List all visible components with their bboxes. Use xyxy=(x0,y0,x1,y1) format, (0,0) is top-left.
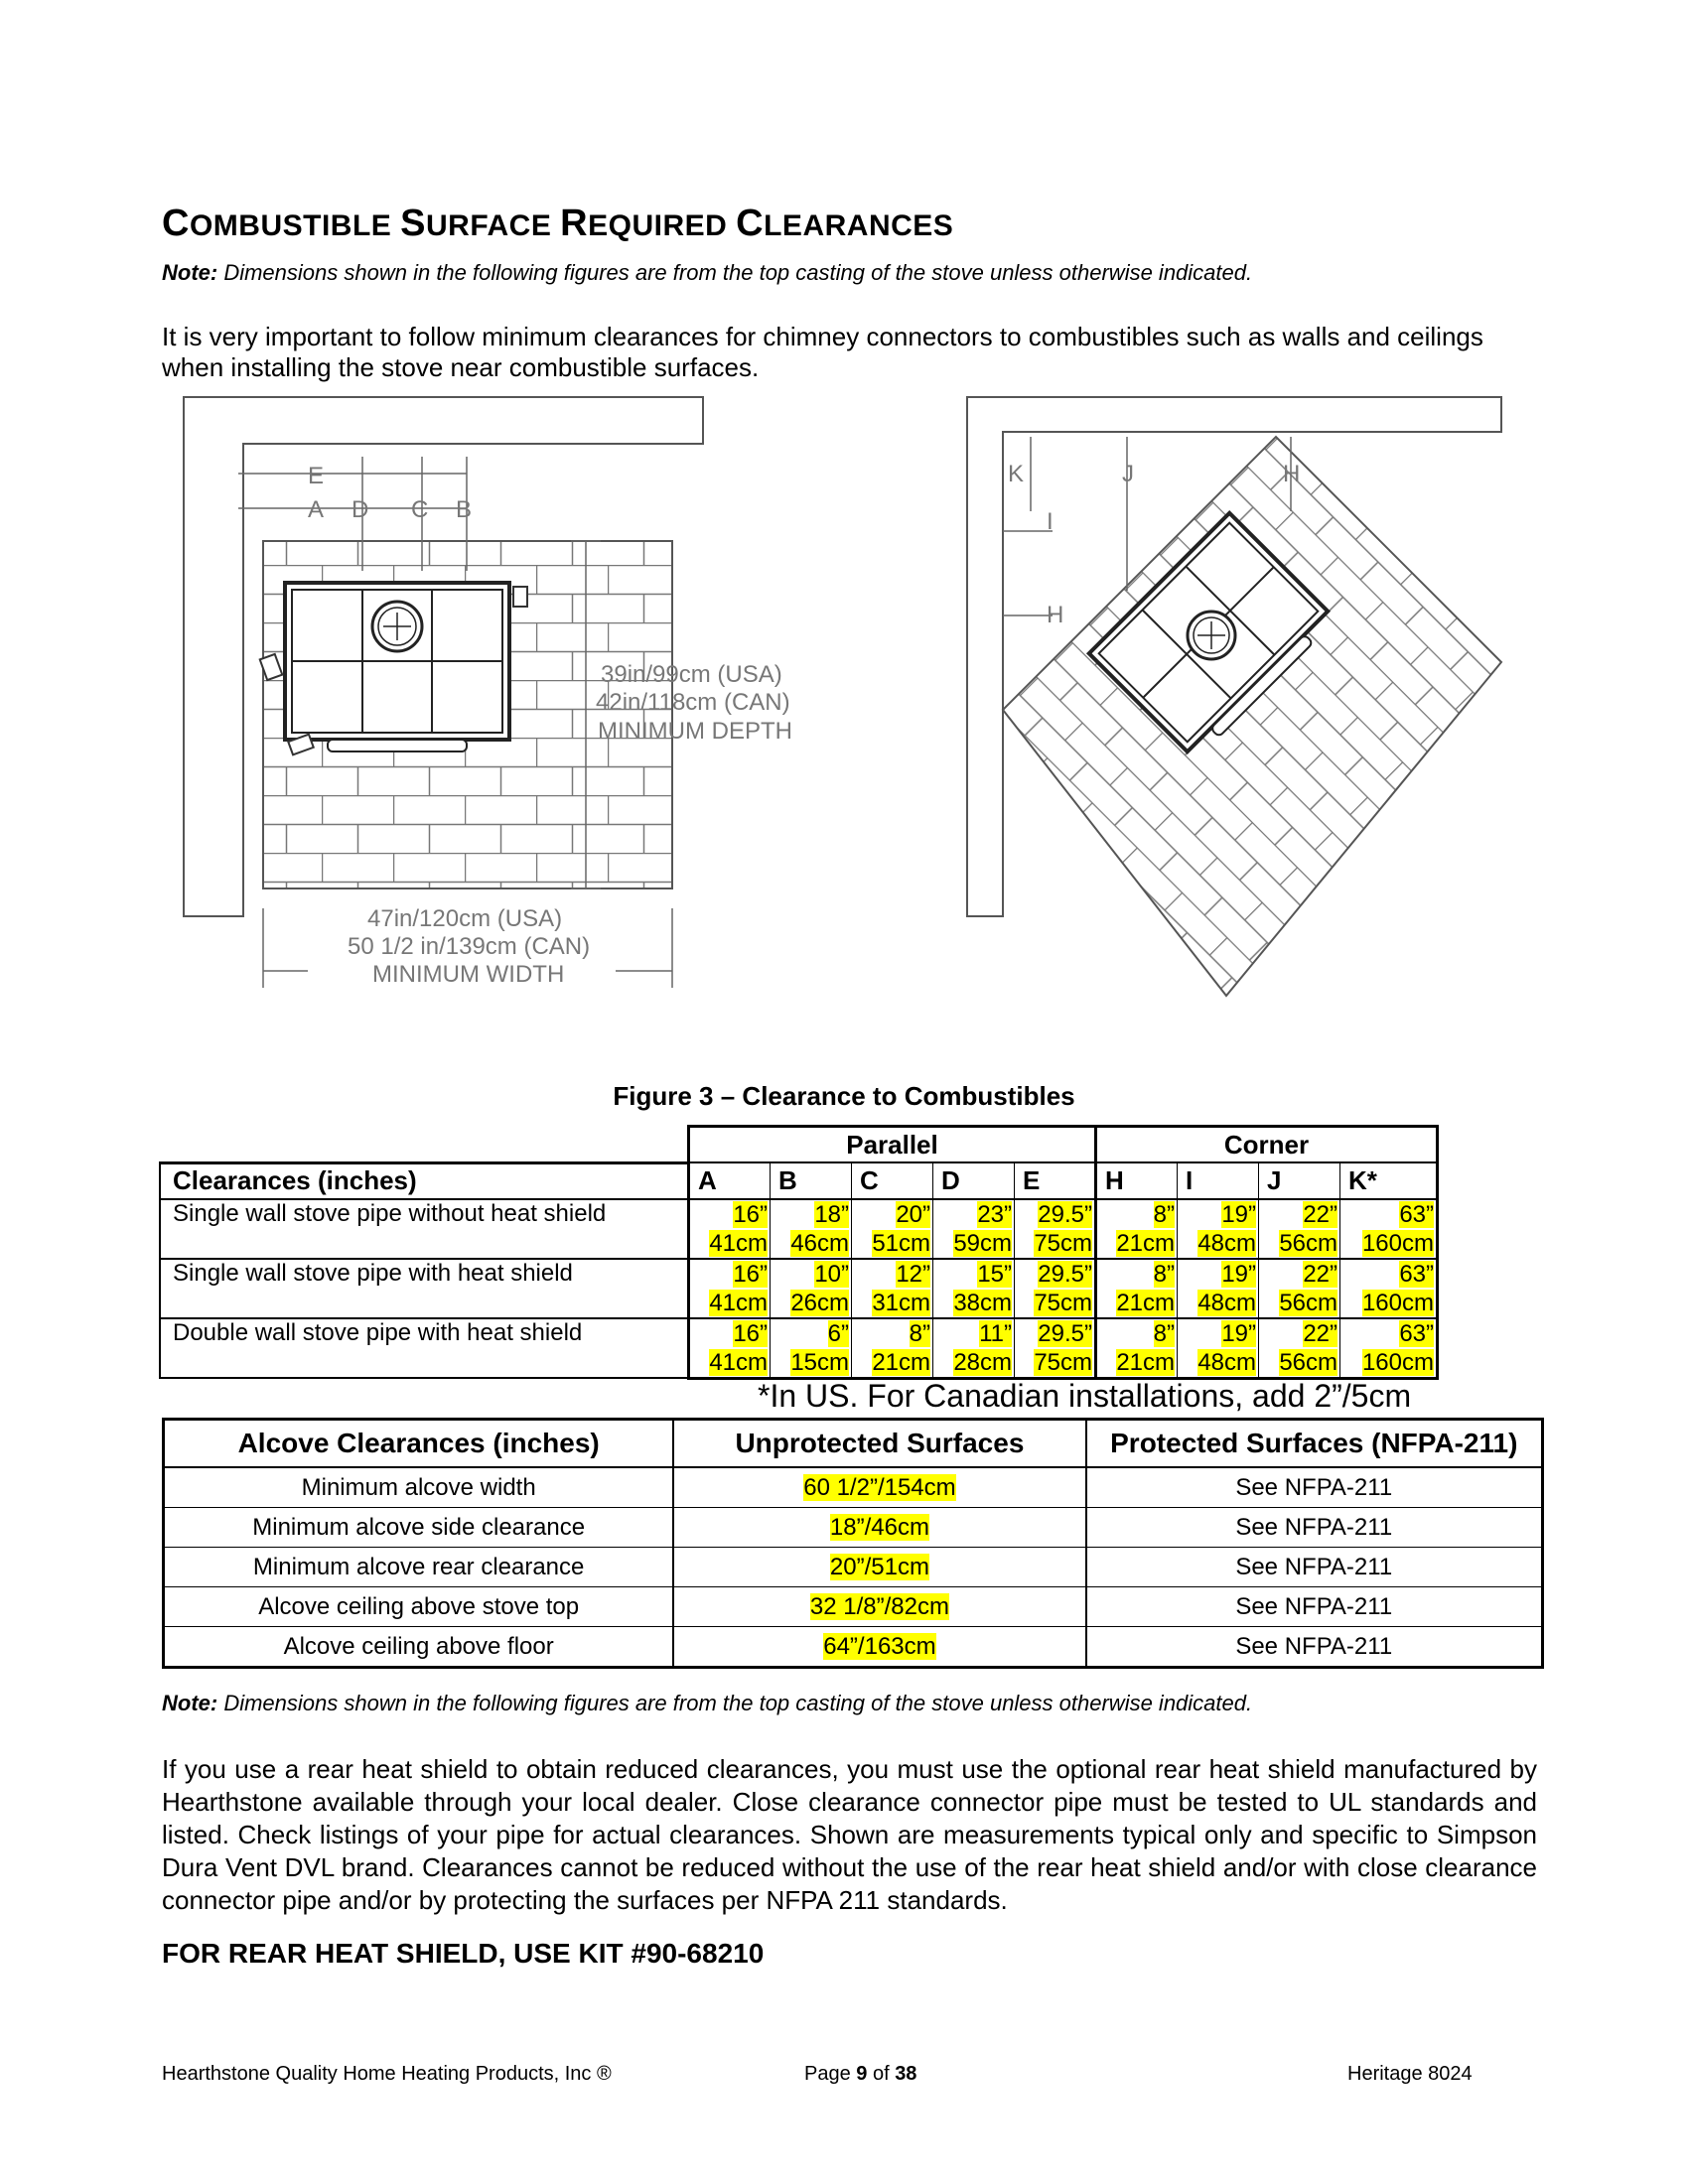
clearance-value-inches: 6” xyxy=(827,1319,849,1347)
clearance-value-inches: 19” xyxy=(1221,1260,1256,1288)
clearance-value-cm: 160cm xyxy=(1361,1348,1434,1376)
alcove-protected-value-cell xyxy=(1086,1587,1543,1627)
clearance-row xyxy=(160,1199,1438,1259)
clearance-cell xyxy=(1340,1259,1438,1318)
clearance-cell xyxy=(1259,1259,1340,1318)
dim-letter-h-top: H xyxy=(1283,461,1301,487)
clearance-value-cm: 21cm xyxy=(1116,1229,1175,1257)
clearance-value-cm: 48cm xyxy=(1197,1289,1256,1316)
clearance-value-inches: 20” xyxy=(896,1200,930,1228)
clearance-cell xyxy=(1259,1199,1340,1259)
alcove-protected-value: See NFPA-211 xyxy=(1235,1592,1393,1620)
alcove-unprotected-value-cell xyxy=(673,1627,1085,1668)
clearance-cell xyxy=(933,1259,1015,1318)
clearance-value-cm: 21cm xyxy=(872,1348,930,1376)
clearance-cell xyxy=(1015,1318,1096,1379)
clearance-value-inches: 22” xyxy=(1303,1260,1337,1288)
dim-letter-i: I xyxy=(1047,508,1054,535)
clearance-value-inches: 8” xyxy=(1153,1200,1175,1228)
clearance-cell xyxy=(1015,1259,1096,1318)
clearance-value-cm: 56cm xyxy=(1279,1229,1337,1257)
dim-letter-c: C xyxy=(411,496,429,523)
alcove-row xyxy=(164,1467,1543,1508)
clearance-table xyxy=(159,1125,1439,1380)
width-can: 50 1/2 in/139cm (CAN) xyxy=(348,933,591,960)
kit-notice: FOR REAR HEAT SHIELD, USE KIT #90-68210 xyxy=(162,1938,765,1969)
width-label: MINIMUM WIDTH xyxy=(372,961,565,988)
clearance-value-cm: 48cm xyxy=(1197,1348,1256,1376)
clearance-value-inches: 8” xyxy=(1153,1260,1175,1288)
clearance-value-cm: 56cm xyxy=(1279,1348,1337,1376)
footer-company: Hearthstone Quality Home Heating Products, Inc ® xyxy=(162,2063,612,2085)
alcove-unprotected-value: 20”/51cm xyxy=(829,1553,929,1580)
dim-letter-j: J xyxy=(1122,461,1134,487)
clearance-value-cm: 15cm xyxy=(790,1348,849,1376)
alcove-header-unprotected: Unprotected Surfaces xyxy=(673,1420,1085,1468)
alcove-unprotected-value-cell xyxy=(673,1508,1085,1548)
clearance-cell xyxy=(771,1199,852,1259)
clearance-value-inches: 29.5” xyxy=(1038,1260,1092,1288)
col-j: J xyxy=(1259,1162,1340,1199)
clearance-value-cm: 160cm xyxy=(1361,1229,1434,1257)
dim-letter-e: E xyxy=(308,463,325,489)
clearance-value-inches: 18” xyxy=(814,1200,849,1228)
clearance-cell xyxy=(852,1318,933,1379)
clearance-value-cm: 41cm xyxy=(709,1229,768,1257)
alcove-item-label-cell xyxy=(164,1627,674,1668)
clearance-value-cm: 75cm xyxy=(1034,1348,1092,1376)
clearance-cell xyxy=(1178,1259,1259,1318)
clearance-cell xyxy=(1015,1199,1096,1259)
col-h: H xyxy=(1096,1162,1178,1199)
alcove-protected-value: See NFPA-211 xyxy=(1235,1553,1393,1580)
clearance-value-cm: 48cm xyxy=(1197,1229,1256,1257)
clearance-value-inches: 63” xyxy=(1399,1260,1434,1288)
figure-caption: Figure 3 – Clearance to Combustibles xyxy=(613,1081,1075,1111)
col-a: A xyxy=(689,1162,771,1199)
header-clearances: Clearances (inches) xyxy=(160,1162,689,1199)
heat-shield-paragraph: If you use a rear heat shield to obtain reduced clearances, you must use the optional rear heat shield manufactured by Hearthstone available through your local dealer. Close clearance connector pipe must be tested to UL standards and listed. Check listings of your pipe for actual clearances. Shown are measurements typical only and specific to Simpson Dura Vent DVL brand. Clearances cannot be reduced without the use of the rear heat shield and/or with close clearance connector pipe and/or by protecting the surfaces per NFPA 211 standards. xyxy=(162,1754,1537,1915)
clearance-value-inches: 16” xyxy=(733,1319,768,1347)
alcove-item-label: Alcove ceiling above stove top xyxy=(258,1592,580,1620)
alcove-item-label: Alcove ceiling above floor xyxy=(283,1632,554,1660)
clearance-value-inches: 63” xyxy=(1399,1319,1434,1347)
clearance-value-inches: 29.5” xyxy=(1038,1319,1092,1347)
clearance-cell xyxy=(1259,1318,1340,1379)
alcove-item-label: Minimum alcove width xyxy=(301,1473,536,1501)
clearance-cell xyxy=(1178,1199,1259,1259)
clearance-cell xyxy=(852,1199,933,1259)
clearance-cell xyxy=(1096,1259,1178,1318)
clearance-value-cm: 28cm xyxy=(953,1348,1012,1376)
alcove-unprotected-value: 60 1/2”/154cm xyxy=(803,1473,956,1501)
clearance-value-inches: 16” xyxy=(733,1260,768,1288)
canada-note: *In US. For Canadian installations, add 2”/5cm xyxy=(758,1378,1412,1414)
alcove-item-label-cell xyxy=(164,1587,674,1627)
clearance-value-cm: 75cm xyxy=(1034,1289,1092,1316)
clearance-cell xyxy=(1340,1199,1438,1259)
col-d: D xyxy=(933,1162,1015,1199)
dim-letter-h-side: H xyxy=(1047,602,1064,628)
clearance-value-cm: 31cm xyxy=(872,1289,930,1316)
clearance-value-inches: 22” xyxy=(1303,1319,1337,1347)
group-parallel: Parallel xyxy=(689,1127,1096,1163)
clearance-value-inches: 19” xyxy=(1221,1319,1256,1347)
dim-letter-k: K xyxy=(1008,461,1025,487)
alcove-item-label: Minimum alcove rear clearance xyxy=(252,1553,585,1580)
footer-model: Heritage 8024 xyxy=(1347,2063,1473,2085)
alcove-protected-value-cell xyxy=(1086,1467,1543,1508)
clearance-cell xyxy=(1096,1318,1178,1379)
footer-page: Page 9 of 38 xyxy=(804,2063,917,2085)
clearance-value-cm: 26cm xyxy=(790,1289,849,1316)
col-k: K* xyxy=(1340,1162,1438,1199)
clearance-value-cm: 38cm xyxy=(953,1289,1012,1316)
clearance-value-cm: 41cm xyxy=(709,1348,768,1376)
width-usa: 47in/120cm (USA) xyxy=(367,905,563,932)
depth-usa: 39in/99cm (USA) xyxy=(601,661,782,688)
alcove-unprotected-value-cell xyxy=(673,1587,1085,1627)
clearance-cell xyxy=(771,1259,852,1318)
alcove-protected-value: See NFPA-211 xyxy=(1235,1473,1393,1501)
alcove-unprotected-value-cell xyxy=(673,1467,1085,1508)
clearance-row xyxy=(160,1318,1438,1379)
col-i: I xyxy=(1178,1162,1259,1199)
depth-can: 42in/118cm (CAN) xyxy=(596,689,790,716)
alcove-row xyxy=(164,1508,1543,1548)
clearance-cell xyxy=(933,1318,1015,1379)
dim-letter-b: B xyxy=(456,496,473,523)
col-e: E xyxy=(1015,1162,1096,1199)
alcove-item-label-cell xyxy=(164,1548,674,1587)
clearance-cell xyxy=(933,1199,1015,1259)
parallel-installation-diagram xyxy=(179,392,953,998)
depth-label: MINIMUM DEPTH xyxy=(598,718,792,745)
clearance-row-label: Double wall stove pipe with heat shield xyxy=(160,1318,689,1379)
clearance-cell xyxy=(1340,1318,1438,1379)
clearance-value-inches: 63” xyxy=(1399,1200,1434,1228)
clearance-cell xyxy=(689,1199,771,1259)
col-c: C xyxy=(852,1162,933,1199)
alcove-table xyxy=(162,1418,1544,1669)
clearance-value-cm: 75cm xyxy=(1034,1229,1092,1257)
clearance-value-inches: 12” xyxy=(896,1260,930,1288)
alcove-protected-value: See NFPA-211 xyxy=(1235,1632,1393,1660)
clearance-value-inches: 16” xyxy=(733,1200,768,1228)
clearance-value-inches: 8” xyxy=(909,1319,930,1347)
clearance-cell xyxy=(1096,1199,1178,1259)
clearance-value-inches: 8” xyxy=(1153,1319,1175,1347)
alcove-protected-value-cell xyxy=(1086,1548,1543,1587)
alcove-row xyxy=(164,1627,1543,1668)
note-top: Note: Dimensions shown in the following figures are from the top casting of the stove unless otherwise indicated. xyxy=(162,260,1253,285)
clearance-value-cm: 56cm xyxy=(1279,1289,1337,1316)
alcove-protected-value-cell xyxy=(1086,1508,1543,1548)
dim-letter-d: D xyxy=(352,496,369,523)
alcove-header-clearances: Alcove Clearances (inches) xyxy=(164,1420,674,1468)
corner-installation-diagram xyxy=(963,392,1509,1008)
alcove-row xyxy=(164,1548,1543,1587)
clearance-cell xyxy=(689,1259,771,1318)
clearance-value-cm: 21cm xyxy=(1116,1289,1175,1316)
clearance-value-cm: 21cm xyxy=(1116,1348,1175,1376)
dim-letter-a: A xyxy=(308,496,325,523)
clearance-value-inches: 22” xyxy=(1303,1200,1337,1228)
intro-paragraph: It is very important to follow minimum clearances for chimney connectors to combustibles such as walls and ceilings when installing the stove near combustible surfaces. xyxy=(162,322,1483,382)
col-b: B xyxy=(771,1162,852,1199)
alcove-item-label-cell xyxy=(164,1467,674,1508)
section-title: COMBUSTIBLE SURFACE REQUIRED CLEARANCES xyxy=(162,203,954,244)
alcove-unprotected-value: 18”/46cm xyxy=(829,1513,929,1541)
alcove-unprotected-value: 64”/163cm xyxy=(823,1632,936,1660)
alcove-row xyxy=(164,1587,1543,1627)
clearance-value-inches: 15” xyxy=(977,1260,1012,1288)
alcove-protected-value-cell xyxy=(1086,1627,1543,1668)
note-bottom: Note: Dimensions shown in the following figures are from the top casting of the stove unless otherwise indicated. xyxy=(162,1691,1253,1715)
clearance-row-label: Single wall stove pipe without heat shield xyxy=(160,1199,689,1259)
alcove-unprotected-value: 32 1/8”/82cm xyxy=(809,1592,949,1620)
alcove-unprotected-value-cell xyxy=(673,1548,1085,1587)
clearance-value-inches: 11” xyxy=(979,1319,1012,1347)
clearance-value-inches: 29.5” xyxy=(1038,1200,1092,1228)
group-corner: Corner xyxy=(1096,1127,1438,1163)
clearance-cell xyxy=(689,1318,771,1379)
alcove-item-label-cell xyxy=(164,1508,674,1548)
alcove-header-protected: Protected Surfaces (NFPA-211) xyxy=(1086,1420,1543,1468)
clearance-value-cm: 160cm xyxy=(1361,1289,1434,1316)
clearance-value-cm: 59cm xyxy=(953,1229,1012,1257)
clearance-cell xyxy=(852,1259,933,1318)
clearance-value-inches: 10” xyxy=(814,1260,849,1288)
alcove-protected-value: See NFPA-211 xyxy=(1235,1513,1393,1541)
clearance-value-cm: 46cm xyxy=(790,1229,849,1257)
clearance-cell xyxy=(1178,1318,1259,1379)
clearance-value-inches: 19” xyxy=(1221,1200,1256,1228)
clearance-row-label: Single wall stove pipe with heat shield xyxy=(160,1259,689,1318)
clearance-value-cm: 51cm xyxy=(872,1229,930,1257)
clearance-cell xyxy=(771,1318,852,1379)
clearance-row xyxy=(160,1259,1438,1318)
alcove-item-label: Minimum alcove side clearance xyxy=(252,1513,586,1541)
clearance-value-cm: 41cm xyxy=(709,1289,768,1316)
clearance-value-inches: 23” xyxy=(977,1200,1012,1228)
